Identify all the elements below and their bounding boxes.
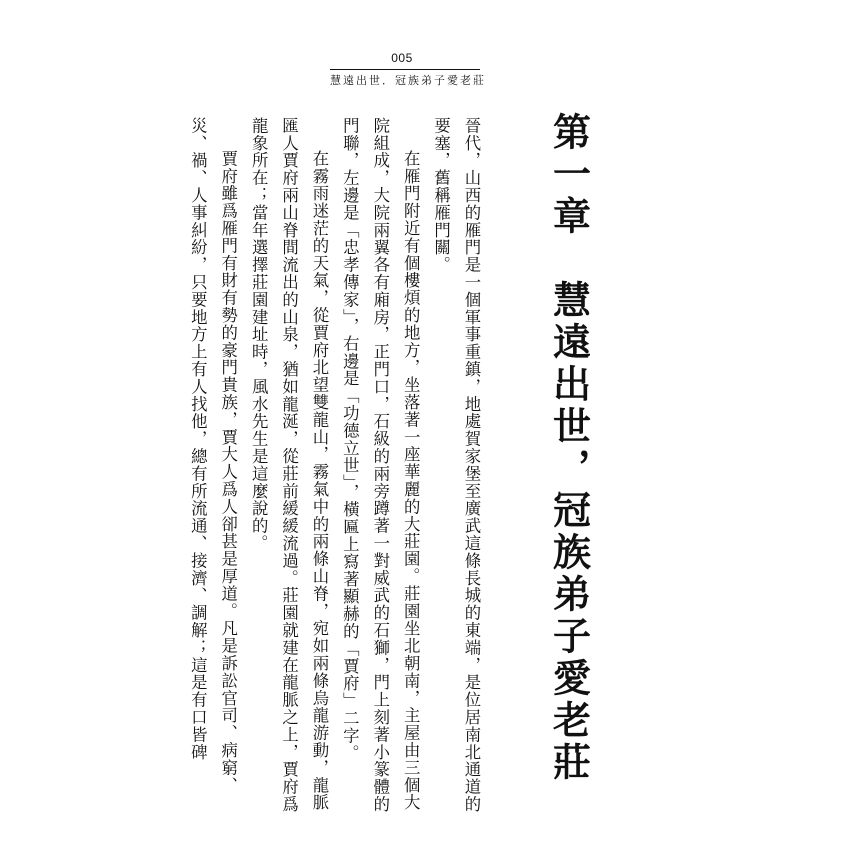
running-header: 慧遠出世．冠族弟子愛老莊 [330,74,486,87]
paragraph-3: 在霧雨迷茫的天氣，從賈府北望雙龍山，霧氣中的兩條山脊，宛如兩條烏龍游動，龍脈匯人賈府兩山脊間流出的山泉，猶如龍涎，從莊前緩緩流過。莊園就建在龍脈之上，賈府爲龍象所在；當年選擇莊園建址時，風水先生是這麼說的。 [249,117,329,813]
paragraph-2: 在雁門附近有個樓煩的地方，坐落著一座華麗的大莊園。莊園坐北朝南，主屋由三個大院組成，大院兩翼各有廂房，正門口，石級的兩旁蹲著一對威武的石獅，門上刻著小篆體的門聯，左邊是「忠孝傳家」，右邊是「功德立世」，橫匾上寫著顯赫的「賈府」二字。 [340,117,421,813]
chapter-title: 第一章 慧遠出世，冠族弟子愛老莊 [546,112,592,784]
body-text [186,117,486,817]
page-number: 005 [391,51,413,65]
header-rule [330,69,480,70]
paragraph-1: 晉代，山西的雁門是一個軍事重鎮，地處賀家堡至廣武這條長城的東端，是位居南北通道的要塞，舊稱雁門關。 [431,117,481,813]
paragraph-4: 賈府雖爲雁門有財有勢的豪門貴族，賈大人爲人卻甚是厚道。凡是訴訟官司、病窮、災、禍、人事糾紛，只要地方上有人找他，總有所流通、接濟、調解；這是有口皆碑 [188,117,238,794]
